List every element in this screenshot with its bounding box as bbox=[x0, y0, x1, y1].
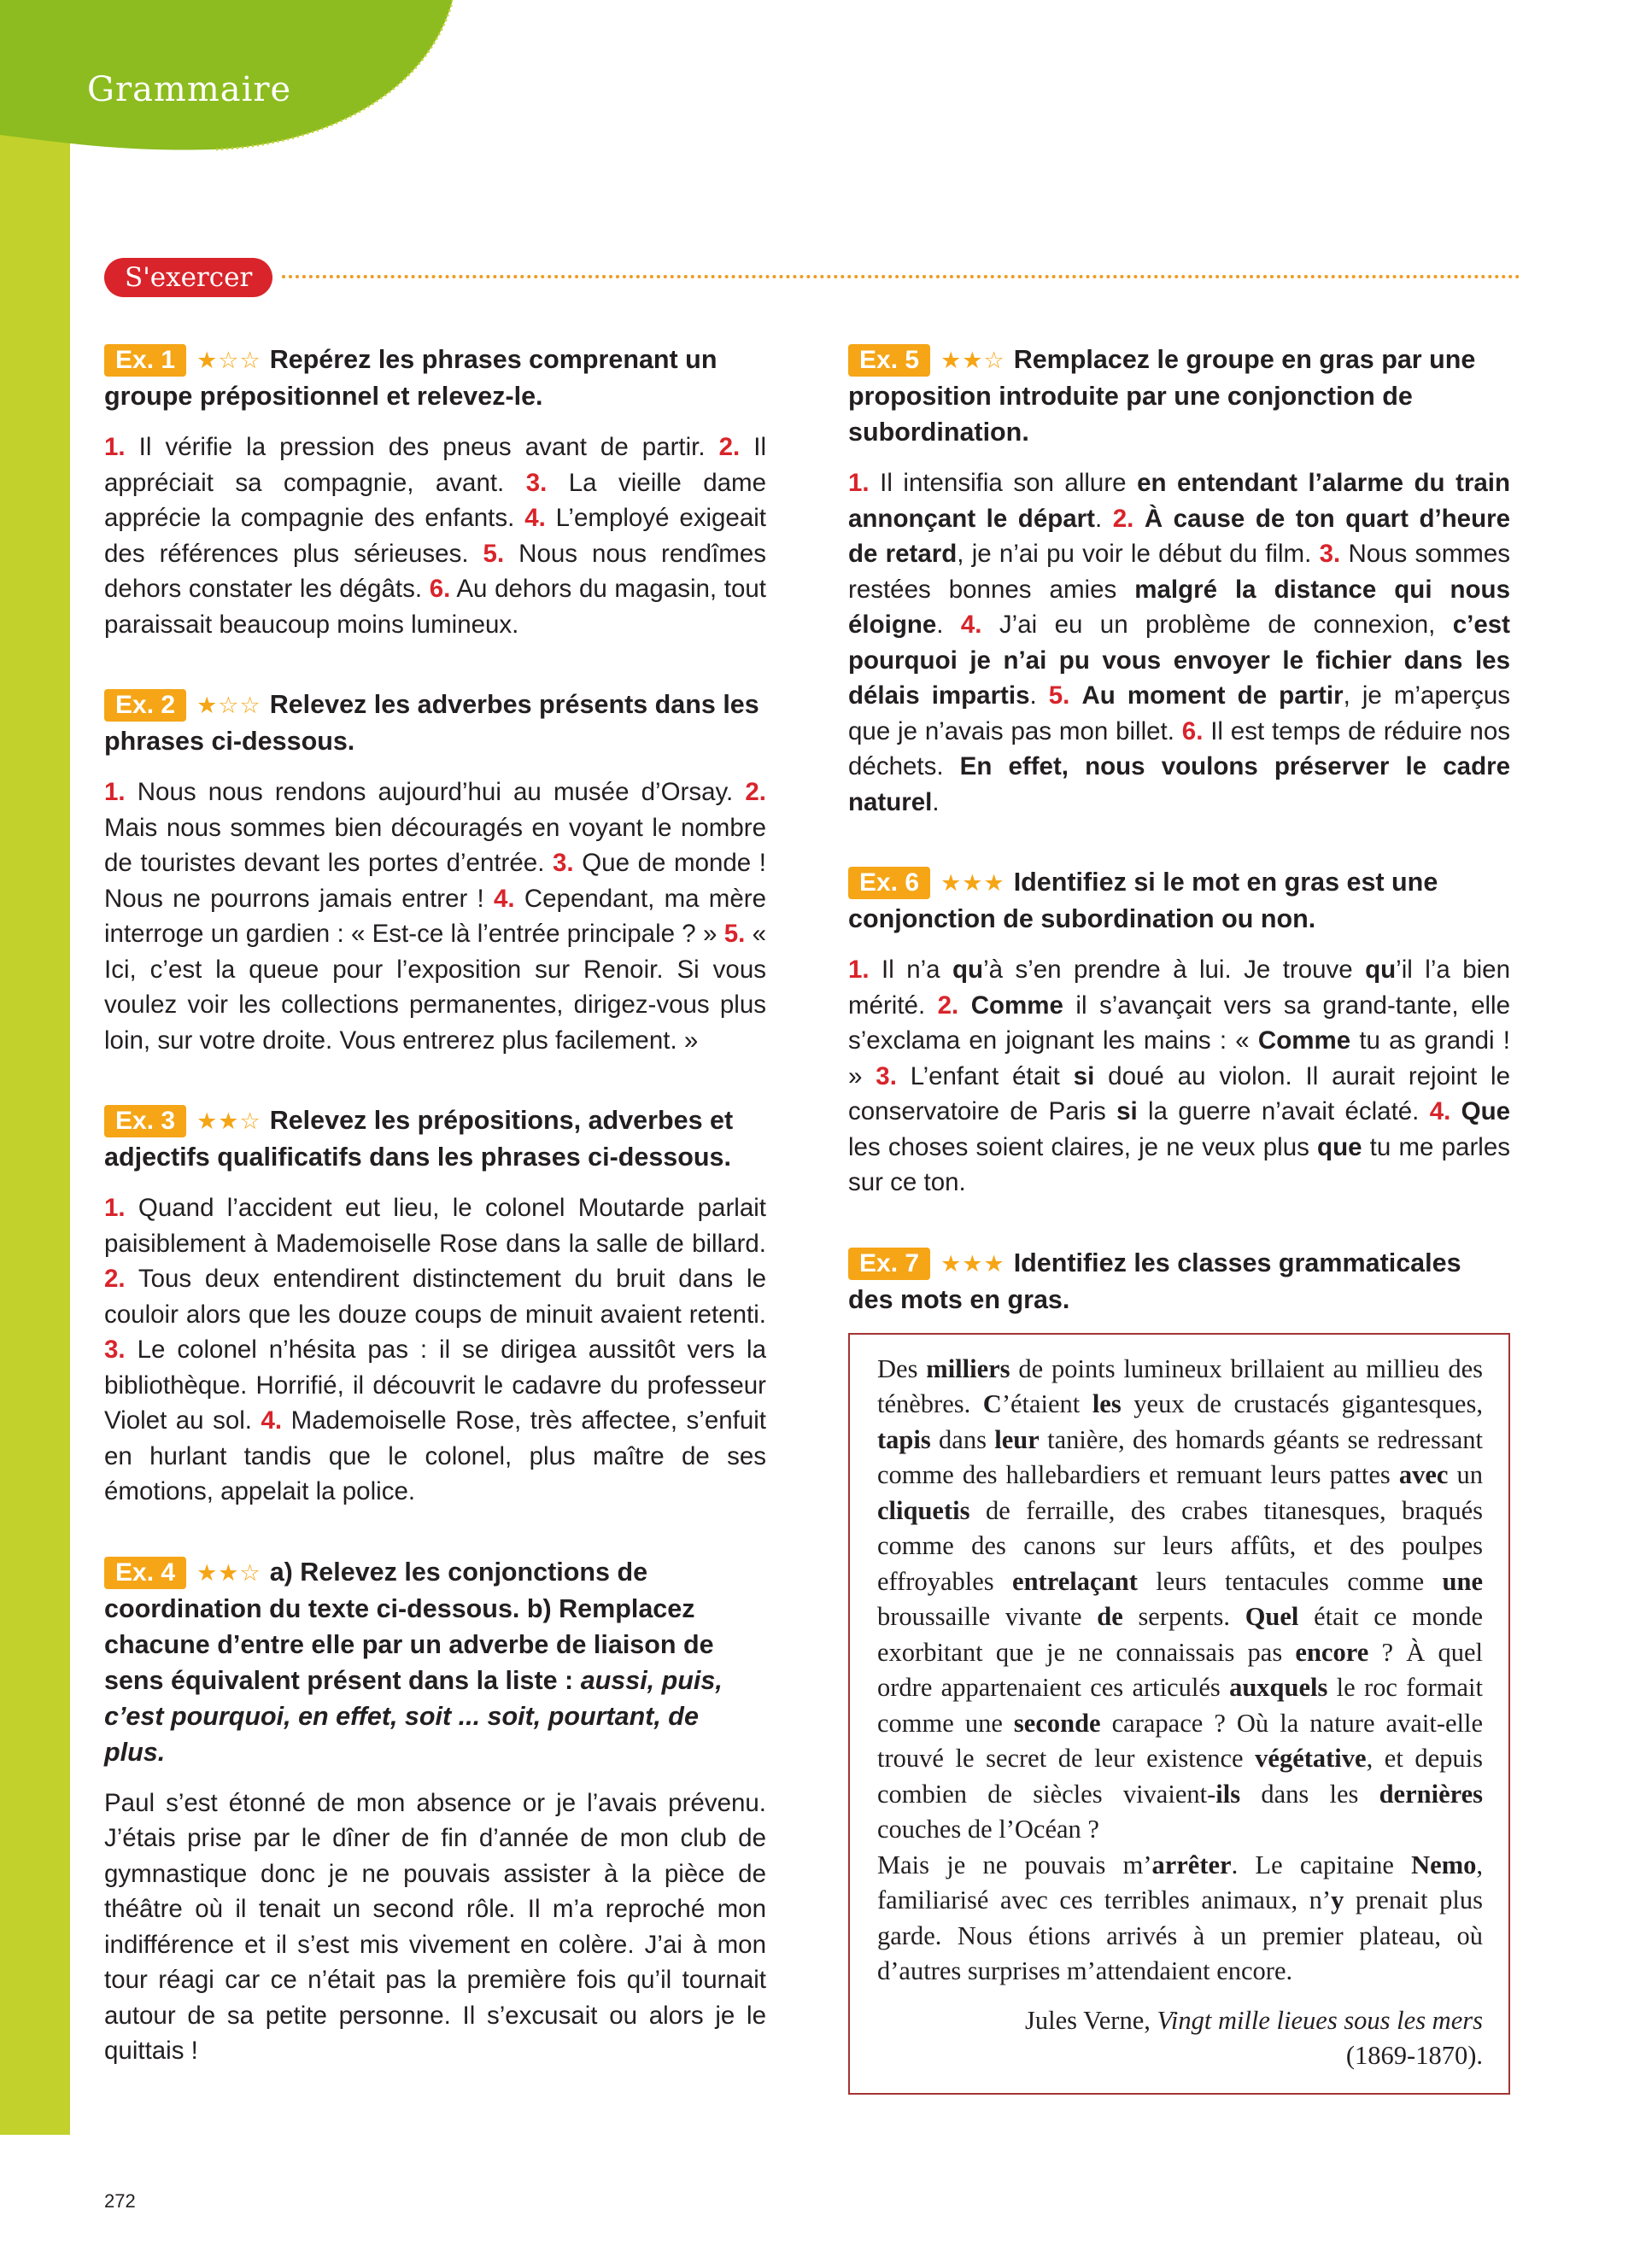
author: Jules Verne, bbox=[1025, 2005, 1151, 2035]
exercise-5 bbox=[848, 342, 1510, 820]
exercise-1 bbox=[104, 342, 766, 642]
section-divider bbox=[282, 275, 1520, 278]
word-list: aussi, puis, c’est pourquoi, en effet, soit ... soit, pourtant, de plus. bbox=[104, 1665, 723, 1767]
exercise-badge: Ex. 4 bbox=[104, 1557, 186, 1589]
difficulty-stars-icon: ★★☆ bbox=[940, 348, 1005, 373]
exercise-badge: Ex. 5 bbox=[848, 344, 930, 377]
exercise-badge: Ex. 1 bbox=[104, 344, 186, 377]
page-number: 272 bbox=[104, 2190, 136, 2212]
exercise-body: 1. Nous nous rendons aujourd’hui au musée d’Orsay. 2. Mais nous sommes bien découragés en voyant le nombre de touristes devant les portes d’entrée. 3. Que de monde ! Nous ne pourrons jamais entrer ! 4. Cependant, ma mère interroge un gardien : « Est-ce là l’entrée principale ? » 5. « Ici, c’est la queue pour l’exposition sur Renoir. Si vous voulez voir les collections permanentes, dirigez-vous plus loin, sur votre droite. Vous entrerez plus facilement. » bbox=[104, 778, 767, 1055]
exercise-instruction: Relevez les adverbes présents dans les phrases ci-dessous. bbox=[104, 690, 759, 756]
exercise-instruction: Remplacez le groupe en gras par une proposition introduite par une conjonction de subordination. bbox=[848, 345, 1476, 447]
difficulty-stars-icon: ★★★ bbox=[940, 870, 1005, 896]
exercise-badge: Ex. 2 bbox=[104, 689, 186, 722]
sentence: Mademoiselle Rose, très affectee, s’enfuit en hurlant tandis que le colonel, plus maître de ses émotions, appelait la police. bbox=[104, 1406, 767, 1505]
sentence: Cependant, ma mère interroge un gardien : « Est-ce là l’entrée principale ? » bbox=[104, 884, 767, 948]
sentence: Quand l’accident eut lieu, le colonel Moutarde parlait paisiblement à Mademoiselle Rose dans la salle de billard. bbox=[104, 1194, 766, 1258]
sentence: « Ici, c’est la queue pour l’exposition sur Renoir. Si vous voulez voir les collections permanentes, dirigez-vous plus loin, sur votre droite. Vous entrerez plus facilement. » bbox=[104, 920, 766, 1055]
exercise-instruction: Relevez les prépositions, adverbes et adjectifs qualificatifs dans les phrases ci-dessous. bbox=[104, 1106, 734, 1172]
sentence: Il appréciait sa compagnie, avant. bbox=[104, 433, 767, 497]
exercise-3 bbox=[104, 1102, 766, 1510]
exercise-title bbox=[848, 1245, 1510, 1318]
sentence: La vieille dame apprécie la compagnie des enfants. bbox=[104, 468, 766, 532]
exercise-badge: Ex. 6 bbox=[848, 867, 930, 899]
exercise-title bbox=[848, 342, 1510, 450]
sentence: Tous deux entendirent distinctement du bruit dans le couloir alors que les douze coups de minuit avaient retenti. bbox=[104, 1265, 766, 1329]
sentence: Au dehors du magasin, tout paraissait beaucoup moins lumineux. bbox=[104, 575, 766, 639]
exercise-7 bbox=[848, 1245, 1510, 2095]
exercise-instruction: a) Relevez les conjonctions de coordination du texte ci-dessous. b) Remplacez chacune d’entre elle par un adverbe de liaison de sens équivalent présent dans la liste : bbox=[104, 1557, 714, 1695]
left-column bbox=[104, 342, 766, 2113]
exercise-title bbox=[848, 864, 1510, 937]
exercise-body: 1. Quand l’accident eut lieu, le colonel Moutarde parlait paisiblement à Mademoiselle Rose dans la salle de billard. 2. Tous deux entendirent distinctement du bruit dans le couloir alors que les douze coups de minuit avaient retenti. 3. Le colonel n’hésita pas : il se dirigea aussitôt vers la bibliothèque. Horrifié, il découvrit le cadavre du professeur Violet au sol. 4. Mademoiselle Rose, très affectee, s’enfuit en hurlant tandis que le colonel, plus maître de ses émotions, appelait la police. bbox=[104, 1194, 767, 1505]
excerpt-attribution bbox=[877, 2003, 1483, 2074]
exercise-title bbox=[104, 1102, 766, 1175]
exercise-body: Paul s’est étonné de mon absence or je l’avais prévenu. J’étais prise par le dîner de fin d’année de mon club de gymnastique donc je ne pouvais assister à la pièce de théâtre où il tenait un second rôle. Il m’a reproché mon indifférence et il s’est mis vivement en colère. J’ai à mon tour réagi car ce n’était pas la première fois qu’il tournait autour de sa petite personne. Il s’excusait ou alors je le quittais ! bbox=[104, 1788, 766, 2065]
sentence: Il vérifie la pression des pneus avant de partir. bbox=[138, 433, 706, 461]
exercise-body: 1. Il vérifie la pression des pneus avant de partir. 2. Il appréciait sa compagnie, avant. 3. La vieille dame apprécie la compagnie des enfants. 4. L’employé exigeait des références plus sérieuses. 5. Nous nous rendîmes dehors constater les dégâts. 6. Au dehors du magasin, tout paraissait beaucoup moins lumineux. bbox=[104, 433, 767, 639]
sentence: Que de monde ! Nous ne pourrons jamais entrer ! bbox=[104, 849, 766, 913]
exercise-badge: Ex. 3 bbox=[104, 1105, 186, 1137]
work-title: Vingt mille lieues sous les mers bbox=[1157, 2005, 1483, 2035]
exercise-instruction: Identifiez les classes grammaticales des mots en gras. bbox=[848, 1248, 1461, 1314]
exercise-body: 1. Il intensifia son allure en entendant l’alarme du train annonçant le départ. 2. À cause de ton quart d’heure de retard, je n’ai pu voir le début du film. 3. Nous sommes restées bonnes amies malgré la distance qui nous éloigne. 4. J’ai eu un problème de connexion, c’est pourquoi je n’ai pu vous envoyer le fichier dans les délais impartis. 5. Au moment de partir, je m’aperçus que je n’avais pas mon billet. 6. Il est temps de réduire nos déchets. En effet, nous voulons préserver le cadre naturel. bbox=[848, 469, 1511, 816]
excerpt-text: Des milliers de points lumineux brillaient au millieu des ténèbres. C’étaient les yeux de crustacés gigantesques, tapis dans leur tanière, des homards géants se redressant comme des hallebardiers et remuant leurs pattes avec un cliquetis de ferraille, des crabes titanesques, braqués comme des canons sur leurs affûts, et des poulpes effroyables entrelaçant leurs tentacules comme une broussaille vivante de serpents. Quel était ce monde exorbitant que je ne connaissais pas encore ? À quel ordre appartenaient ces articulés auxquels le roc formait comme une seconde carapace ? Où la nature avait-elle trouvé le secret de leur existence végétative, et depuis combien de siècles vivaient-ils dans les dernières couches de l’Océan ? Mais je ne pouvais m’arrêter. Le capitaine Nemo, familiarisé avec ces terribles animaux, n’y prenait plus garde. Nous étions arrivés à un premier plateau, où d’autres surprises m’attendaient encore. bbox=[877, 1353, 1484, 1985]
difficulty-stars-icon: ★☆☆ bbox=[196, 348, 261, 373]
section-label: S'exercer bbox=[104, 258, 272, 297]
page-section-title: Grammaire bbox=[87, 70, 292, 109]
exercise-instruction: Identifiez si le mot en gras est une conjonction de subordination ou non. bbox=[848, 868, 1438, 933]
exercise-6 bbox=[848, 864, 1510, 1201]
exercise-title bbox=[104, 687, 766, 759]
sentence: L’employé exigeait des références plus sérieuses. bbox=[104, 504, 766, 568]
difficulty-stars-icon: ★★☆ bbox=[196, 1559, 261, 1586]
sidebar-band bbox=[0, 0, 70, 2135]
exercise-title bbox=[104, 1554, 766, 1770]
exercise-4 bbox=[104, 1554, 766, 2069]
literary-excerpt bbox=[848, 1333, 1510, 2095]
difficulty-stars-icon: ★★☆ bbox=[196, 1108, 261, 1134]
right-column bbox=[848, 342, 1510, 2139]
difficulty-stars-icon: ★★★ bbox=[940, 1250, 1005, 1277]
exercise-2 bbox=[104, 687, 766, 1058]
sentence: Nous nous rendons aujourd’hui au musée d’Orsay. bbox=[137, 778, 734, 806]
sentence: Mais nous sommes bien découragés en voyant le nombre de touristes devant les portes d’entrée. bbox=[104, 813, 766, 877]
sentence: Le colonel n’hésita pas : il se dirigea aussitôt vers la bibliothèque. Horrifié, il découvrit le cadavre du professeur Violet au sol. bbox=[104, 1336, 766, 1435]
publication-years: (1869-1870). bbox=[1345, 2041, 1483, 2070]
exercise-title bbox=[104, 342, 766, 414]
sentence: Nous nous rendîmes dehors constater les dégâts. bbox=[104, 539, 766, 603]
exercise-body: 1. Il n’a qu’à s’en prendre à lui. Je trouve qu’il l’a bien mérité. 2. Comme il s’avançait vers sa grand-tante, elle s’exclama en joignant les mains : « Comme tu as grandi ! » 3. L’enfant était si doué au violon. Il aurait rejoint le conservatoire de Paris si la guerre n’avait éclaté. 4. Que les choses soient claires, je ne veux plus que tu me parles sur ce ton. bbox=[848, 956, 1511, 1196]
exercise-instruction: Repérez les phrases comprenant un groupe prépositionnel et relevez-le. bbox=[104, 345, 718, 411]
exercise-badge: Ex. 7 bbox=[848, 1248, 930, 1280]
difficulty-stars-icon: ★☆☆ bbox=[196, 693, 261, 718]
